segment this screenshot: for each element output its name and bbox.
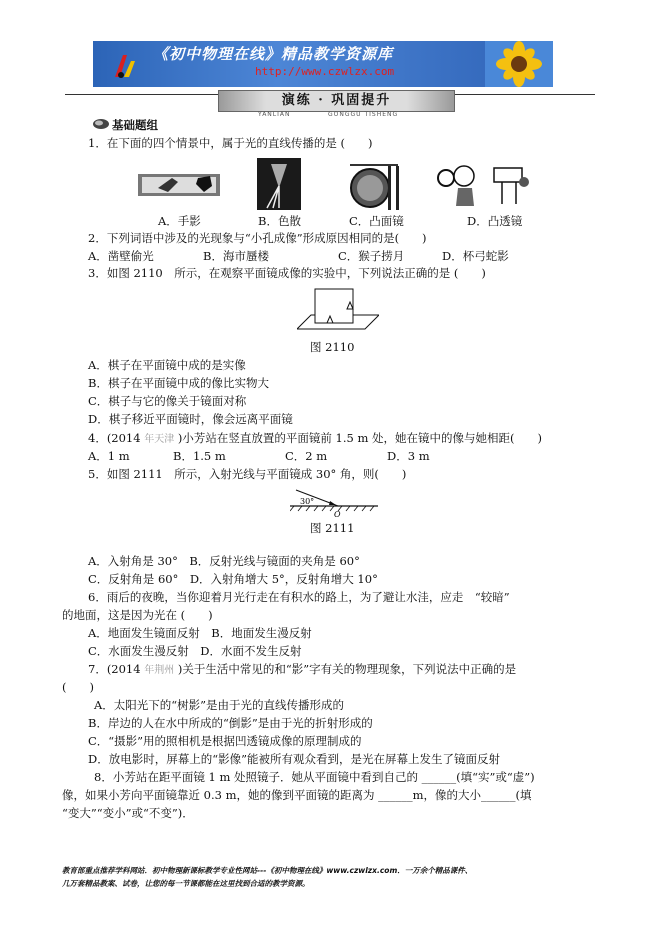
logo-icon: [111, 51, 141, 81]
convex-lens-image: [432, 158, 532, 208]
pill-icon: [92, 118, 110, 130]
q2-option-a: A．凿壁偷光: [88, 249, 154, 263]
q4-stem: [88, 430, 542, 446]
q1-option-b: B．色散: [258, 214, 301, 228]
section-sub-right: GONGGU TISHENG: [328, 111, 399, 118]
q8-line2: 像，如果小芳向平面镜靠近 0.3 m，她的像到平面镜的距离为 ______m，像的大小______(填: [62, 788, 532, 802]
q2-option-c: C．猴子捞月: [338, 249, 405, 263]
q1-option-a: A．手影: [158, 214, 201, 228]
dispersion-image: [257, 158, 301, 210]
q7-stem-pre: 7．(2014: [88, 662, 141, 676]
section-sub-left: YANLIAN: [258, 111, 291, 118]
convex-mirror-image: [342, 152, 404, 210]
q3-option-b: B．棋子在平面镜中成的像比实物大: [88, 376, 269, 390]
banner-title: 《初中物理在线》精品教学资源库: [153, 45, 394, 63]
q4-option-b: B．1.5 m: [173, 449, 226, 463]
q6-stem-line2: 的地面，这是因为光在 ( ): [62, 608, 213, 622]
q6-options-row1: A．地面发生镜面反射 B．地面发生漫反射: [88, 626, 312, 640]
q4-option-d: D．3 m: [387, 449, 430, 463]
footer-line2: 几万套精品教案、试卷，让您的每一节课都能在这里找到合适的教学资源。: [62, 879, 310, 888]
q4-watermark: 年天津: [144, 434, 175, 445]
footer-line1: 教育部重点推荐学科网站．初中物理新课标教学专业性网站---《初中物理在线》www.czwlzx.com．一万余个精品课件、: [62, 866, 473, 875]
q1-option-d: D．凸透镜: [467, 214, 523, 228]
q7-option-a: A．太阳光下的“树影”是由于光的直线传播形成的: [94, 698, 345, 712]
q4-stem-pre: 4．(2014: [88, 431, 141, 445]
q3-stem: 3．如图 2110 所示，在观察平面镜成像的实验中，下列说法正确的是 ( ): [88, 266, 486, 280]
q7-stem: [88, 661, 516, 677]
footer: [62, 864, 602, 890]
q6-options-row2: C．水面发生漫反射 D．水面不发生反射: [88, 644, 302, 658]
q3-option-c: C．棋子与它的像关于镜面对称: [88, 394, 247, 408]
q4-option-a: A．1 m: [88, 449, 130, 463]
q8-line3: “变大”“变小”或“不变”)．: [62, 806, 194, 820]
q7-stem-line2: ( ): [62, 680, 94, 694]
section-title: 演练 · 巩固提升: [281, 93, 392, 108]
q7-option-d: D．放电影时，屏幕上的“影像”能被所有观众看到，是光在屏幕上发生了镜面反射: [88, 752, 500, 766]
q6-stem-line1: 6．雨后的夜晚，当你迎着月光行走在有积水的路上，为了避让水洼，应走 “较暗”: [88, 590, 510, 604]
q8-line1: 8．小芳站在距平面镜 1 m 处照镜子．她从平面镜中看到自己的 ______(填“实”或“虚”): [94, 770, 535, 784]
q3-option-a: A．棋子在平面镜中成的是实像: [88, 358, 246, 372]
q2-option-b: B．海市蜃楼: [203, 249, 269, 263]
q5-options-row1: A．入射角是 30° B．反射光线与镜面的夹角是 60°: [88, 554, 360, 568]
q4-stem-post: )小芳站在竖直放置的平面镜前 1.5 m 处，她在镜中的像与她相距( ): [177, 431, 543, 445]
q1-stem: 1．在下面的四个情景中，属于光的直线传播的是 ( ): [88, 136, 373, 150]
q2-stem: 2．下列词语中涉及的光现象与“小孔成像”形成原因相同的是( ): [88, 231, 427, 245]
q5-options-row2: C．反射角是 60° D．入射角增大 5°，反射角增大 10°: [88, 572, 378, 586]
q7-watermark: 年荆州: [144, 665, 175, 676]
q5-figure-caption: 图 2111: [310, 521, 355, 535]
q5-angle-label: 30°: [300, 497, 315, 506]
reflection-figure: [290, 482, 380, 518]
banner-url[interactable]: http://www.czwlzx.com: [255, 65, 395, 78]
hand-shadow-image: [138, 168, 220, 200]
q2-option-d: D．杯弓蛇影: [442, 249, 509, 263]
q5-stem: 5．如图 2111 所示，入射光线与平面镜成 30° 角，则( ): [88, 467, 407, 481]
q7-stem-post: )关于生活中常见的和“影”字有关的物理现象，下列说法中正确的是: [177, 662, 517, 676]
section-header: [218, 90, 455, 112]
q1-option-c: C．凸面镜: [349, 214, 404, 228]
q3-figure-caption: 图 2110: [310, 340, 355, 354]
basic-group-label: 基础题组: [112, 118, 158, 132]
basic-group-heading: [92, 117, 172, 131]
q7-option-c: C．“摄影”用的照相机是根据凹透镜成像的原理制成的: [88, 734, 362, 748]
q5-point-label: O: [334, 510, 341, 518]
q3-option-d: D．棋子移近平面镜时，像会远离平面镜: [88, 412, 293, 426]
mirror-experiment-figure: [297, 285, 379, 335]
sunflower-icon: [485, 41, 553, 87]
header-banner: [93, 41, 553, 87]
q7-option-b: B．岸边的人在水中所成的“倒影”是由于光的折射形成的: [88, 716, 373, 730]
q4-option-c: C．2 m: [285, 449, 328, 463]
